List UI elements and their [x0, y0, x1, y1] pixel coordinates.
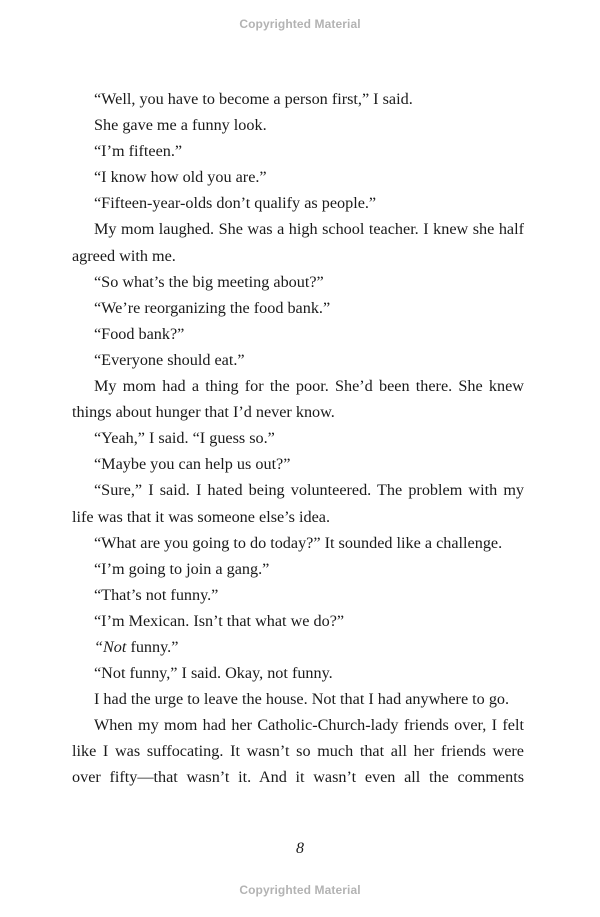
paragraph: “What are you going to do today?” It sounded like a challenge. [94, 533, 503, 552]
body-text [72, 86, 524, 791]
paragraph: “So what’s the big meeting about?” [94, 272, 324, 291]
paragraph: “I’m going to join a gang.” [94, 559, 270, 578]
emphasis-text: “Not [94, 637, 127, 656]
paragraph: “I know how old you are.” [94, 168, 267, 187]
paragraph: “I’m Mexican. Isn’t that what we do?” [94, 611, 345, 630]
paragraph: “Maybe you can help us out?” [94, 455, 291, 474]
copyright-watermark-top: Copyrighted Material [239, 17, 361, 31]
paragraph: “Food bank?” [94, 324, 185, 343]
paragraph: “Fifteen-year-olds don’t qualify as people.” [94, 194, 377, 213]
paragraph: “Yeah,” I said. “I guess so.” [94, 429, 275, 448]
paragraph: “Everyone should eat.” [94, 350, 245, 369]
paragraph: My mom laughed. She was a high school teacher. I knew she half agreed with me. [72, 220, 524, 265]
paragraph [72, 634, 524, 660]
paragraph: She gave me a funny look. [94, 116, 267, 135]
paragraph: “We’re reorganizing the food bank.” [94, 298, 331, 317]
copyright-watermark-bottom: Copyrighted Material [239, 883, 361, 897]
paragraph: My mom had a thing for the poor. She’d been there. She knew things about hunger that I’d never know. [72, 377, 524, 422]
paragraph: “Not funny,” I said. Okay, not funny. [94, 664, 333, 683]
paragraph: “Well, you have to become a person first,” I said. [94, 90, 413, 108]
paragraph: “That’s not funny.” [94, 585, 219, 604]
page-number: 8 [296, 840, 304, 857]
paragraph: “I’m fifteen.” [94, 142, 183, 161]
paragraph-rest: funny.” [126, 637, 179, 656]
paragraph: I had the urge to leave the house. Not that I had anywhere to go. [94, 690, 510, 709]
paragraph: “Sure,” I said. I hated being volunteered. The problem with my life was that it was someone else’s idea. [72, 481, 524, 526]
paragraph: When my mom had her Catholic-Church-lady friends over, I felt like I was suffocating. It wasn’t so much that all her friends were over fifty—that wasn’t it. And it wasn’t even all the comments [72, 716, 524, 787]
